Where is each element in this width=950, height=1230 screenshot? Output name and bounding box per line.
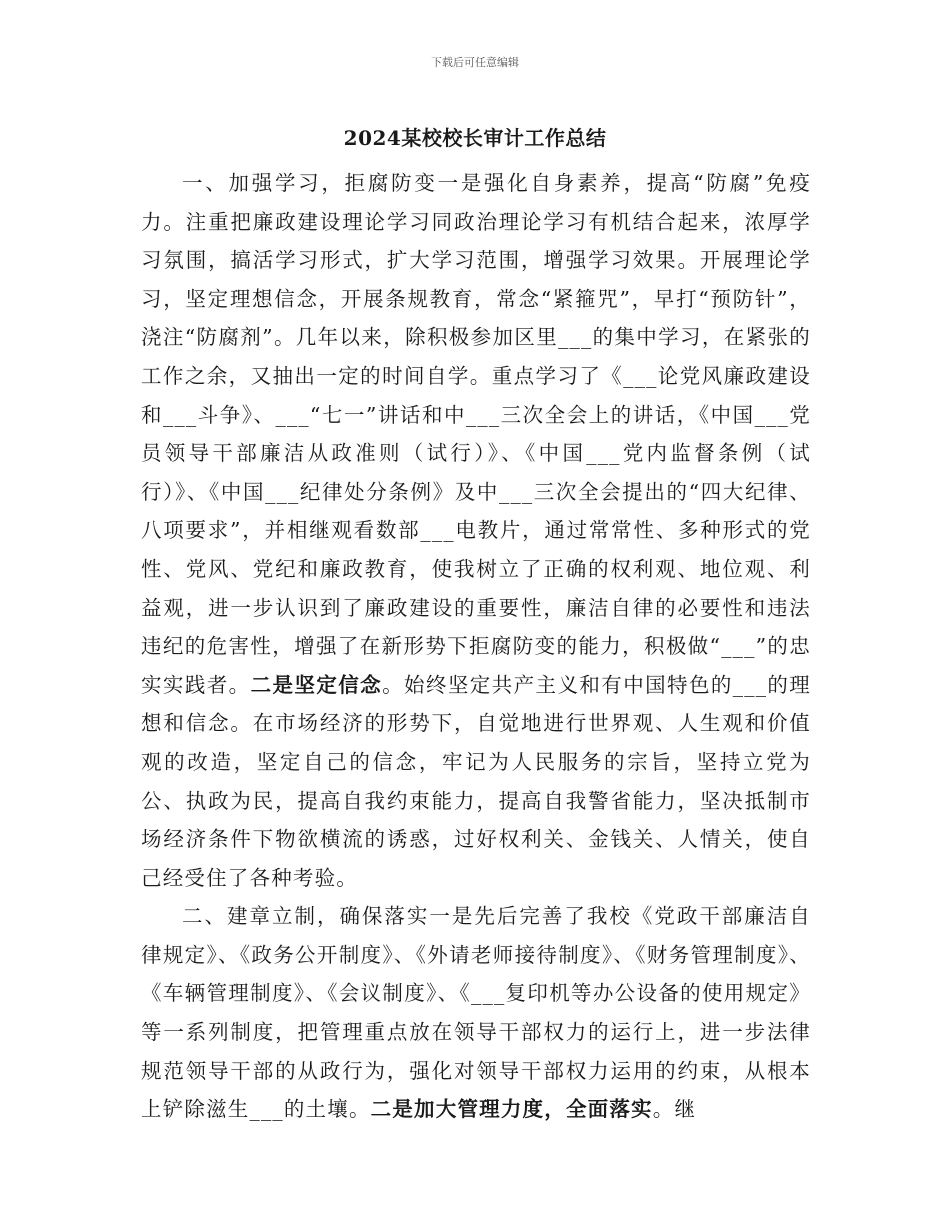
document-title: 2024某校校长审计工作总结: [343, 126, 607, 150]
paragraph-1-text-a: 一、加强学习，拒腐防变一是强化自身素养，提高“防腐”免疫力。注重把廉政建设理论学习同政治理论学习有机结合起来，浓厚学习氛围，搞活学习形式，扩大学习范围，增强学习效果。开展理论学习，坚定理想信念，开展条规教育，常念“紧箍咒”，早打“预防针”，浇注“防腐剂”。几年以来，除积极参加区里___的集中学习，在紧张的工作之余，又抽出一定的时间自学。重点学习了《___论党风廉政建设和___斗争》、___“七一”讲话和中___三次全会上的讲话，《中国___党员领导干部廉洁从政准则（试行）》、《中国___党内监督条例（试行）》、《中国___纪律处分条例》及中___三次全会提出的“四大纪律、八项要求”，并相继观看数部___电教片，通过常常性、多种形式的党性、党风、党纪和廉政教育，使我树立了正确的权利观、地位观、利益观，进一步认识到了廉政建设的重要性，廉洁自律的必要性和违法违纪的危害性，增强了在新形势下拒腐防变的能力，积极做“___”的忠实实践者。: [141, 171, 811, 697]
paragraph-1: [141, 164, 811, 897]
paragraph-1-text-b: 。始终坚定共产主义和有中国特色的___的理想和信念。在市场经济的形势下，自觉地进行世界观、人生观和价值观的改造，坚定自己的信念，牢记为人民服务的宗旨，坚持立党为公、执政为民，提高自我约束能力，提高自我警省能力，坚决抵制市场经济条件下物欲横流的诱惑，过好权利关、金钱关、人情关，使自己经受住了各种考验。: [141, 672, 811, 890]
paragraph-2: [141, 897, 811, 1129]
paragraph-2-text-b: 。继: [652, 1097, 697, 1122]
paragraph-1-emphasis: 二是坚定信念: [250, 672, 383, 697]
paragraph-2-text-a: 二、建章立制，确保落实一是先后完善了我校《党政干部廉洁自律规定》、《政务公开制度》、《外请老师接待制度》、《财务管理制度》、《车辆管理制度》、《会议制度》、《___复印机等办公设备的使用规定》等一系列制度，把管理重点放在领导干部权力的运行上，进一步法律规范领导干部的从政行为，强化对领导干部权力运用的约束，从根本上铲除滋生___的土壤。: [141, 904, 811, 1122]
paragraph-2-emphasis: 二是加大管理力度，全面落实: [370, 1097, 653, 1122]
document-body: [141, 164, 811, 1129]
header-note: 下载后可任意编辑: [431, 56, 519, 69]
